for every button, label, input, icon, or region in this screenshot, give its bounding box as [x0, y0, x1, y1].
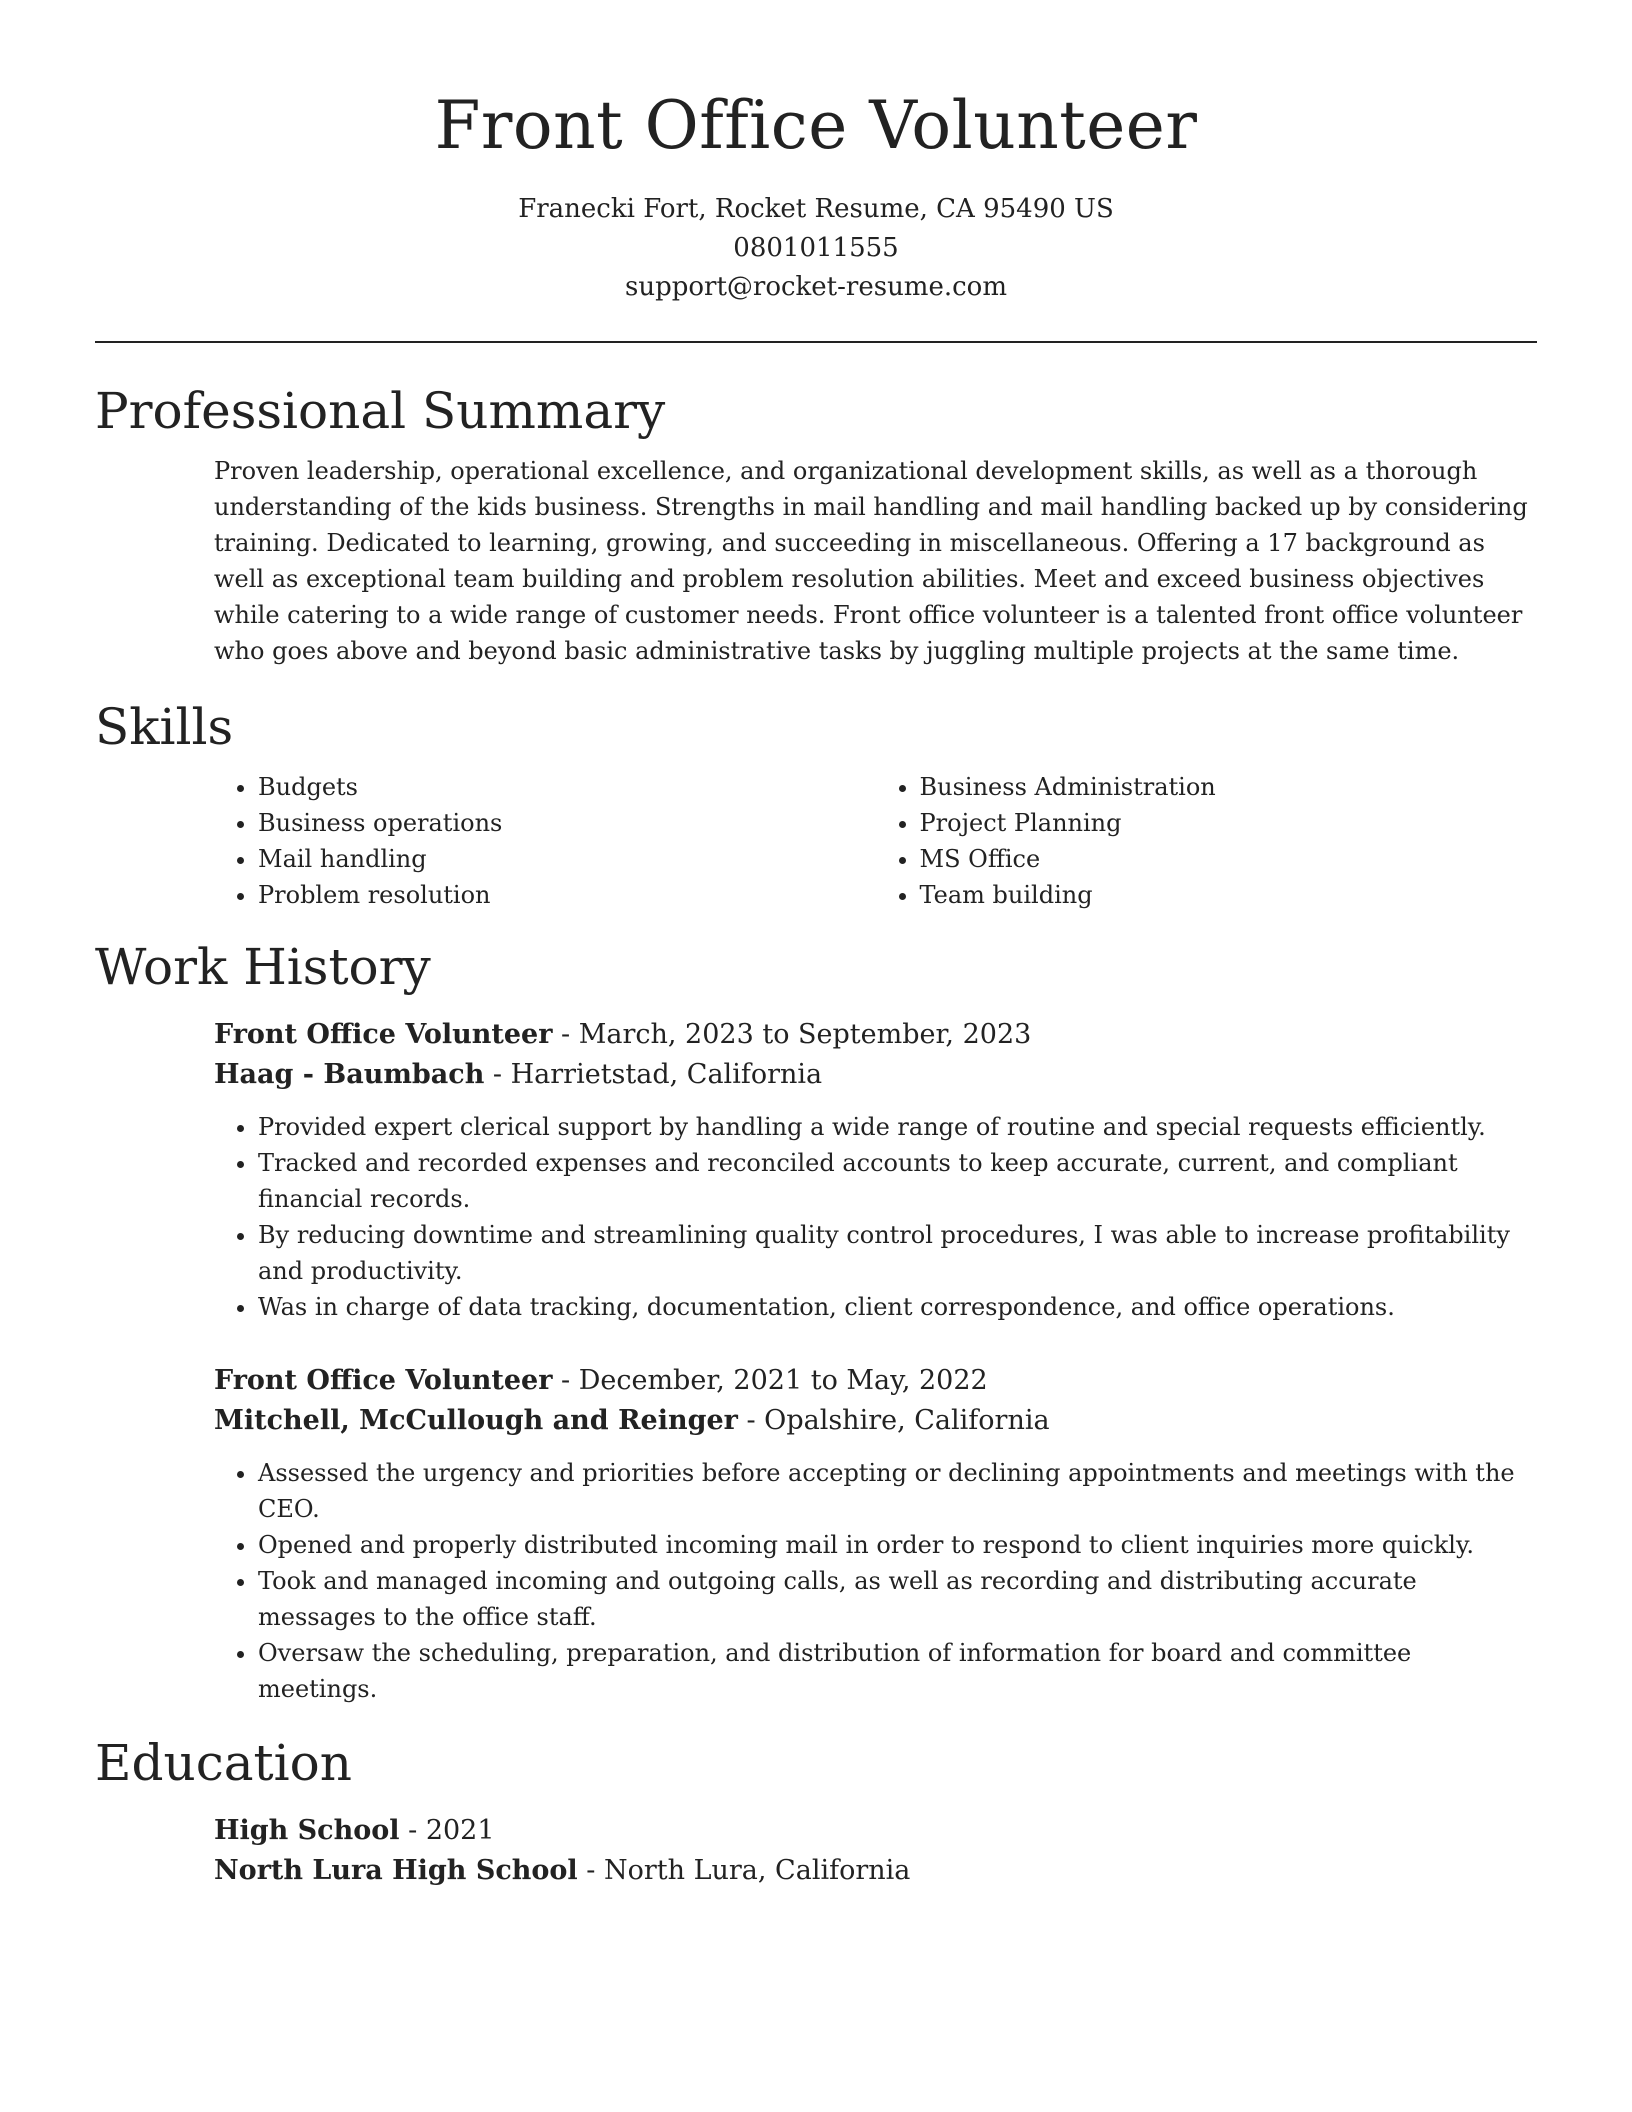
job-entry — [214, 1015, 1537, 1325]
job-entry — [214, 1361, 1537, 1707]
summary-section — [95, 453, 1537, 669]
skill-item: • MS Office — [920, 841, 1538, 877]
summary-heading: Professional Summary — [95, 382, 666, 440]
job-role: Front Office Volunteer — [214, 1019, 553, 1050]
contact-email: support@rocket-resume.com — [624, 272, 1007, 302]
skill-item: • Mail handling — [258, 841, 876, 877]
job-company-line — [214, 1055, 1537, 1095]
education-location: - North Lura, California — [577, 1855, 911, 1886]
skills-section — [95, 769, 1537, 913]
education-degree: High School — [214, 1815, 400, 1846]
job-company: Haag - Baumbach — [214, 1059, 485, 1090]
work-history-section — [95, 1015, 1537, 1707]
resume-header — [95, 0, 1537, 307]
education-section — [95, 1811, 1537, 1891]
contact-phone: 0801011555 — [733, 233, 899, 263]
skill-item: • Project Planning — [920, 805, 1538, 841]
skills-list-right — [876, 769, 1538, 913]
skills-grid — [214, 769, 1537, 913]
work-history-heading: Work History — [95, 938, 431, 996]
skill-item: • Problem resolution — [258, 877, 876, 913]
job-company-line — [214, 1401, 1537, 1441]
job-bullet: • Tracked and recorded expenses and reconciled accounts to keep accurate, current, and compliant financial records. — [258, 1145, 1537, 1217]
contact-address: Franecki Fort, Rocket Resume, CA 95490 US — [518, 194, 1114, 224]
job-dates: - December, 2021 to May, 2022 — [552, 1365, 988, 1396]
job-bullet: • Opened and properly distributed incoming mail in order to respond to client inquiries more quickly. — [258, 1527, 1537, 1563]
education-heading: Education — [95, 1734, 352, 1792]
skills-list-left — [214, 769, 876, 913]
job-bullet: • By reducing downtime and streamlining quality control procedures, I was able to increase profitability and productivity. — [258, 1217, 1537, 1289]
skill-item: • Budgets — [258, 769, 876, 805]
job-dates: - March, 2023 to September, 2023 — [552, 1019, 1032, 1050]
job-bullets — [214, 1109, 1537, 1325]
education-school-line — [214, 1851, 1537, 1891]
skill-item: • Team building — [920, 877, 1538, 913]
job-title-line — [214, 1361, 1537, 1401]
job-company: Mitchell, McCullough and Reinger — [214, 1405, 738, 1436]
job-bullet: • Oversaw the scheduling, preparation, and distribution of information for board and committee meetings. — [258, 1635, 1537, 1707]
skill-item: • Business operations — [258, 805, 876, 841]
summary-text: Proven leadership, operational excellence, and organizational development skills, as well as a thorough understanding of the kids business. Strengths in mail handling and mail handling backed up by considering training. Dedicated to learning, growing, and succeeding in miscellaneous. Offering a 17 background as well as exceptional team building and problem resolution abilities. Meet and exceed business objectives while catering to a wide range of customer needs. Front office volunteer is a talented front office volunteer who goes above and beyond basic administrative tasks by juggling multiple projects at the same time. — [214, 457, 1528, 665]
job-role: Front Office Volunteer — [214, 1365, 553, 1396]
job-location: - Opalshire, California — [737, 1405, 1050, 1436]
job-location: - Harrietstad, California — [484, 1059, 823, 1090]
skills-heading: Skills — [95, 698, 234, 756]
job-title-line — [214, 1015, 1537, 1055]
education-year: - 2021 — [399, 1815, 495, 1846]
job-bullet: • Assessed the urgency and priorities before accepting or declining appointments and meetings with the CEO. — [258, 1455, 1537, 1527]
resume-name: Front Office Volunteer — [434, 87, 1198, 164]
job-bullet: • Provided expert clerical support by handling a wide range of routine and special requests efficiently. — [258, 1109, 1537, 1145]
education-entry — [214, 1811, 1537, 1891]
education-degree-line — [214, 1811, 1537, 1851]
contact-info — [95, 190, 1537, 307]
job-bullet: • Was in charge of data tracking, documentation, client correspondence, and office operations. — [258, 1289, 1537, 1325]
education-school: North Lura High School — [214, 1855, 578, 1886]
skill-item: • Business Administration — [920, 769, 1538, 805]
job-bullets — [214, 1455, 1537, 1707]
header-divider — [95, 341, 1537, 343]
job-bullet: • Took and managed incoming and outgoing calls, as well as recording and distributing accurate messages to the office staff. — [258, 1563, 1537, 1635]
